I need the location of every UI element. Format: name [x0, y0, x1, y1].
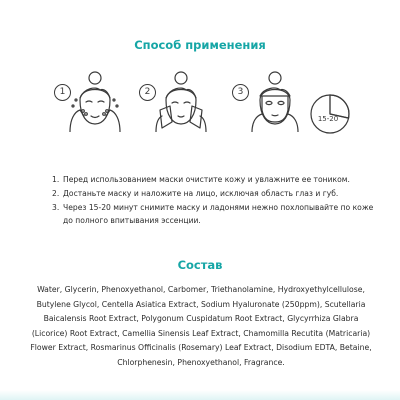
usage-section-title: Способ применения: [134, 38, 266, 52]
timer-clock-icon: [308, 92, 352, 136]
step-1-number: 1: [54, 84, 71, 101]
bottom-gradient-bar: [0, 390, 400, 400]
step-2-number: 2: [139, 84, 156, 101]
usage-steps-list: [52, 173, 377, 228]
composition-section-title: Состав: [177, 258, 223, 272]
step-1-text: Перед использованием маски очистите кожу и увлажните ее тоником.: [63, 175, 350, 184]
list-item: 3. Через 15-20 минут снимите маску и ладонями нежно похлопывайте по коже до полного впитывания эссенции.: [52, 202, 374, 226]
face-mask-on-icon: [242, 70, 308, 132]
sheet-mask-apply-icon: [148, 70, 214, 132]
step-2-text: Достаньте маску и наложите на лицо, исключая область глаз и губ.: [63, 188, 339, 198]
face-cleansing-icon: [62, 70, 128, 132]
timer-label: 15-20: [317, 115, 339, 123]
step-3-text: Через 15-20 минут снимите маску и ладонями нежно похлопывайте по коже до полного впитывания эссенции.: [63, 202, 374, 226]
list-item: 1. Перед использованием маски очистите кожу и увлажните ее тоником.: [52, 175, 350, 184]
list-item: 2. Достаньте маску и наложите на лицо, исключая область глаз и губ.: [52, 188, 339, 198]
composition-text: Water, Glycerin, Phenoxyethanol, Carbomer, Triethanolamine, Hydroxyethylcellulose, Butylene Glycol, Centella Asiatica Extract, Sodium Hyaluronate (250ppm), Scutellaria Baicalensis Root Extract, Polygonum Cuspidatum Root Extract, Glycyrrhiza Glabra (Licorice) Root Extract, Camellia Sinensis Leaf Extract, Chamomilla Recutita (Matricaria) Flower Extract, Rosmarinus Officinalis (Rosemary) Leaf Extract, Disodium EDTA, Betaine, Chlorphenesin, Phenoxyethanol, Fragrance.: [30, 285, 372, 367]
step-3-number: 3: [232, 84, 249, 101]
